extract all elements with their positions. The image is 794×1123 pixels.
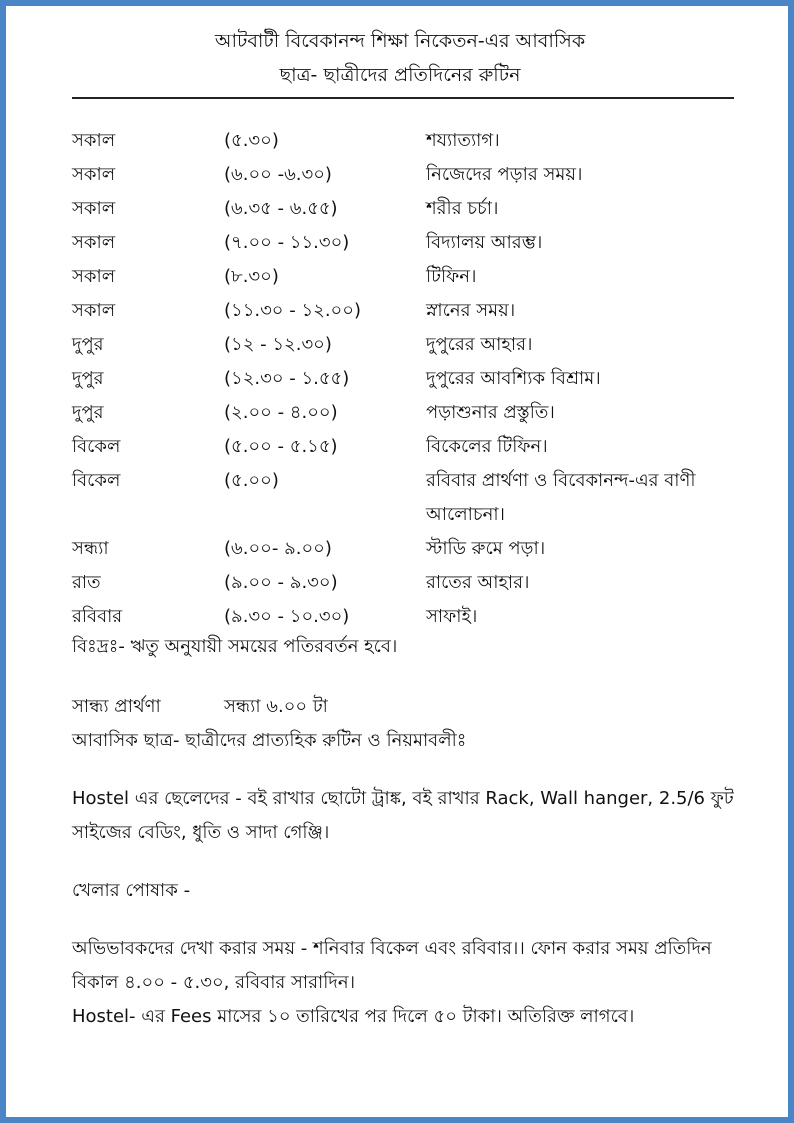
schedule-period: সকাল xyxy=(72,198,116,219)
schedule-activity: দুপুরের আবশ্যিক বিশ্রাম। xyxy=(426,368,601,389)
schedule-row xyxy=(72,396,734,430)
schedule-time: (৬.০০ -৬.৩০) xyxy=(224,164,332,185)
schedule-row xyxy=(72,192,734,226)
schedule-period: বিকেল xyxy=(72,436,121,457)
schedule-row xyxy=(72,532,734,566)
schedule-time: (৮.৩০) xyxy=(224,266,279,287)
schedule-time: (৬.৩৫ - ৬.৫৫) xyxy=(224,198,338,219)
schedule-period: সকাল xyxy=(72,232,116,253)
evening-prayer-time: সন্ধ্যা ৬.০০ টা xyxy=(224,696,328,717)
schedule-activity: টিফিন। xyxy=(426,266,477,287)
schedule-period: রাত xyxy=(72,572,101,593)
schedule-activity: নিজেদের পড়ার সময়। xyxy=(426,164,583,185)
schedule-time: (৫.০০) xyxy=(224,470,279,491)
schedule-activity: রাতের আহার। xyxy=(426,572,530,593)
schedule-row xyxy=(72,158,734,192)
schedule-time: (৯.০০ - ৯.৩০) xyxy=(224,572,338,593)
schedule-activity: রবিবার প্রার্থণা ও বিবেকানন্দ-এর বাণী আলোচনা। xyxy=(426,470,696,525)
evening-prayer xyxy=(72,690,734,724)
schedule-time: (১১.৩০ - ১২.০০) xyxy=(224,300,361,321)
hostel-items: Hostel এর ছেলেদের - বই রাখার ছোটো ট্রাঙ্ক, বই রাখার Rack, Wall hanger, 2.5/6 ফুট সাইজের বেডিং, ধুতি ও সাদা গেঞ্জি। xyxy=(72,788,734,843)
schedule-period: রবিবার xyxy=(72,606,123,627)
schedule-activity: দুপুরের আহার। xyxy=(426,334,533,355)
schedule-period: দুপুর xyxy=(72,368,104,389)
schedule-activity: পড়াশুনার প্রস্তুতি। xyxy=(426,402,555,423)
header-line-1: আটবাটী বিবেকানন্দ শিক্ষা নিকেতন-এর আবাসিক xyxy=(214,30,586,52)
schedule-period: সকাল xyxy=(72,266,116,287)
schedule-row xyxy=(72,260,734,294)
schedule-activity: বিকেলের টিফিন। xyxy=(426,436,548,457)
schedule-activity: বিদ্যালয় আরম্ভ। xyxy=(426,232,543,253)
schedule-time: (৫.০০ - ৫.১৫) xyxy=(224,436,338,457)
schedule-row xyxy=(72,362,734,396)
schedule-time: (১২ - ১২.৩০) xyxy=(224,334,332,355)
schedule-row xyxy=(72,430,734,464)
header-divider xyxy=(72,97,734,99)
schedule-time: (১২.৩০ - ১.৫৫) xyxy=(224,368,350,389)
daily-schedule xyxy=(72,124,734,634)
schedule-row xyxy=(72,294,734,328)
schedule-row xyxy=(72,226,734,260)
schedule-time: (৬.০০- ৯.০০) xyxy=(224,538,332,559)
schedule-period: সকাল xyxy=(72,130,116,151)
schedule-activity: শয্যাত্যাগ। xyxy=(426,130,500,151)
schedule-activity: স্টাডি রুমে পড়া। xyxy=(426,538,546,559)
schedule-period: দুপুর xyxy=(72,334,104,355)
schedule-time: (৯.৩০ - ১০.৩০) xyxy=(224,606,350,627)
header-line-2: ছাত্র- ছাত্রীদের প্রতিদিনের রুটিন xyxy=(279,64,521,86)
schedule-time: (২.০০ - ৪.০০) xyxy=(224,402,338,423)
sports-kit: খেলার পোষাক - xyxy=(72,880,191,901)
schedule-row xyxy=(72,328,734,362)
schedule-period: বিকেল xyxy=(72,470,121,491)
schedule-period: সন্ধ্যা xyxy=(72,538,109,559)
schedule-period: সকাল xyxy=(72,300,116,321)
schedule-row xyxy=(72,600,734,634)
document-header xyxy=(66,24,734,92)
schedule-row xyxy=(72,124,734,158)
fees-note: Hostel- এর Fees মাসের ১০ তারিখের পর দিলে ৫০ টাকা। অতিরিক্ত লাগবে। xyxy=(72,1006,635,1027)
schedule-activity: স্নানের সময়। xyxy=(426,300,516,321)
schedule-period: সকাল xyxy=(72,164,116,185)
evening-prayer-label: সান্ধ্য প্রার্থণা xyxy=(72,696,161,717)
rules-title: আবাসিক ছাত্র- ছাত্রীদের প্রাত্যহিক রুটিন ও নিয়মাবলীঃ xyxy=(72,730,467,751)
schedule-row xyxy=(72,566,734,600)
schedule-period: দুপুর xyxy=(72,402,104,423)
schedule-time: (৭.০০ - ১১.৩০) xyxy=(224,232,350,253)
schedule-time: (৫.৩০) xyxy=(224,130,279,151)
schedule-activity: সাফাই। xyxy=(426,606,478,627)
schedule-activity: শরীর চর্চা। xyxy=(426,198,499,219)
schedule-row xyxy=(72,464,734,532)
seasonal-note: বিঃদ্রঃ- ঋতু অনুযায়ী সময়ের পতিরবর্তন হবে। xyxy=(72,636,398,657)
visiting-hours: অভিভাবকদের দেখা করার সময় - শনিবার বিকেল এবং রবিবার।। ফোন করার সময় প্রতিদিন বিকাল ৪.০০ - ৫.৩০, রবিবার সারাদিন। xyxy=(72,938,712,993)
